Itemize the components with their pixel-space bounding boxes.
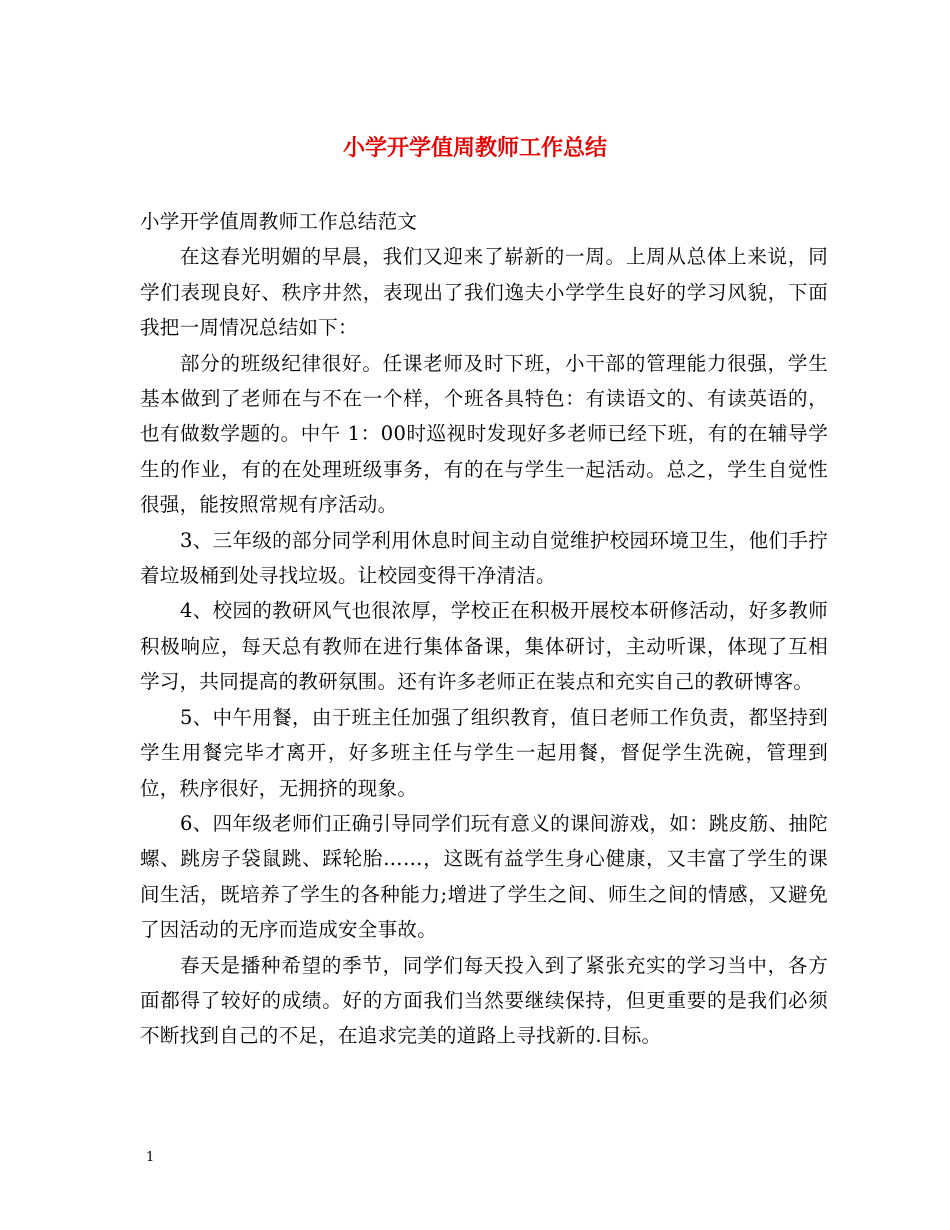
document-body [140,204,828,1054]
page-number: 1 [146,1150,155,1165]
paragraph: 5、中午用餐，由于班主任加强了组织教育，值日老师工作负责，都坚持到学生用餐完毕才离开，好多班主任与学生一起用餐，督促学生洗碗，管理到位，秩序很好，无拥挤的现象。 [140,705,828,800]
paragraph: 在这春光明媚的早晨，我们又迎来了崭新的一周。上周从总体上来说，同学们表现良好、秩序井然，表现出了我们逸夫小学学生良好的学习风貌，下面我把一周情况总结如下： [140,245,828,340]
document-subtitle: 小学开学值周教师工作总结范文 [140,210,418,233]
paragraph: 春天是播种希望的季节，同学们每天投入到了紧张充实的学习当中，各方面都得了较好的成绩。好的方面我们当然要继续保持，但更重要的是我们必须不断找到自己的不足，在追求完美的道路上寻找新的.目标。 [140,953,828,1048]
paragraph: 3、三年级的部分同学利用休息时间主动自觉维护校园环境卫生，他们手拧着垃圾桶到处寻找垃圾。让校园变得干净清洁。 [140,528,828,588]
paragraph: 4、校园的教研风气也很浓厚，学校正在积极开展校本研修活动，好多教师积极响应，每天总有教师在进行集体备课，集体研讨，主动听课，体现了互相学习，共同提高的教研氛围。还有许多老师正在装点和充实自己的教研博客。 [140,599,828,694]
paragraph: 部分的班级纪律很好。任课老师及时下班，小干部的管理能力很强，学生基本做到了老师在与不在一个样，个班各具特色：有读语文的、有读英语的，也有做数学题的。中午 1：00时巡视时发现好多老师已经下班，有的在辅导学生的作业，有的在处理班级事务，有的在与学生一起活动。总之，学生自觉性很强，能按照常规有序活动。 [140,351,828,517]
document-title: 小学开学值周教师工作总结 [342,135,607,161]
paragraph: 6、四年级老师们正确引导同学们玩有意义的课间游戏，如：跳皮筋、抽陀螺、跳房子袋鼠跳、踩轮胎……，这既有益学生身心健康，又丰富了学生的课间生活，既培养了学生的各种能力;增进了学生之间、师生之间的情感，又避免了因活动的无序而造成安全事故。 [140,811,828,942]
